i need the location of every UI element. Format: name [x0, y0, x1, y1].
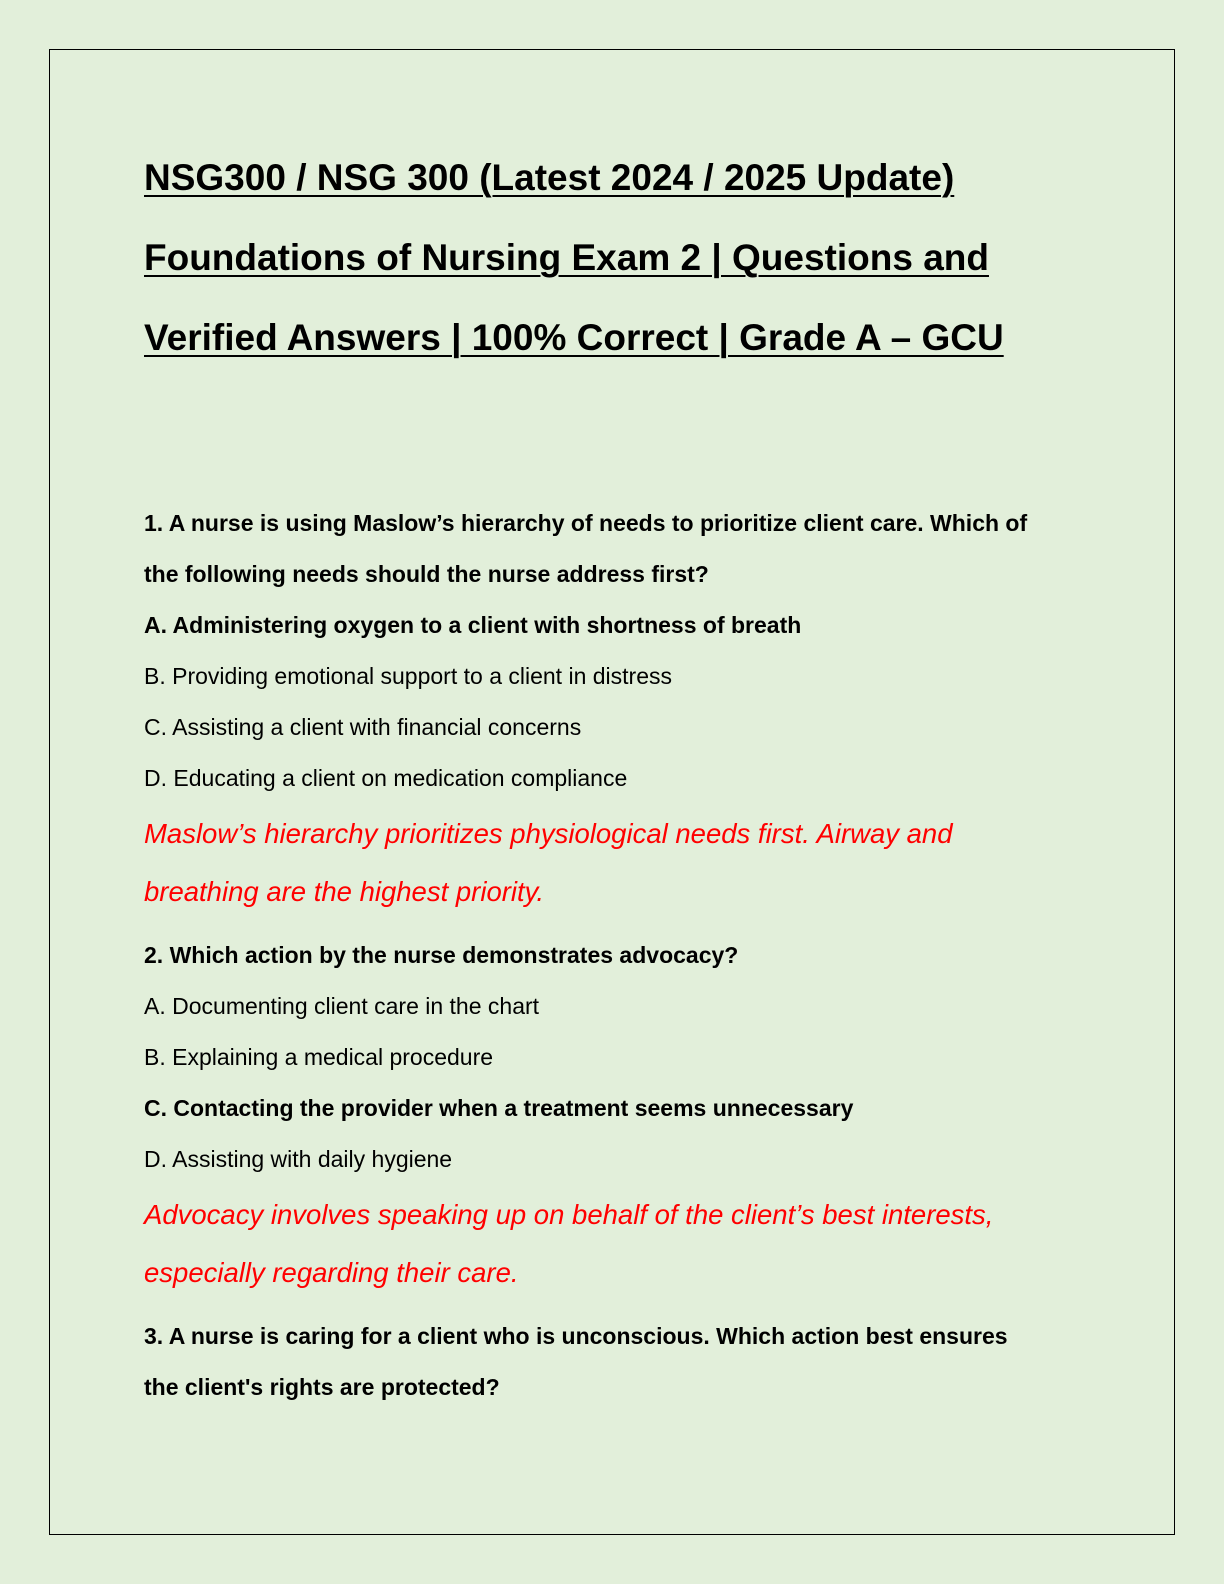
question-1-rationale-line-2: breathing are the highest priority.	[144, 876, 544, 907]
question-2-option-d: D. Assisting with daily hygiene	[144, 1146, 453, 1172]
question-3	[144, 1311, 1104, 1413]
title-line-2: Foundations of Nursing Exam 2 | Questions and	[144, 237, 989, 278]
question-2-rationale-line-1: Advocacy involves speaking up on behalf of the client’s best interests,	[144, 1199, 994, 1230]
question-1-option-b: B. Providing emotional support to a client in distress	[144, 663, 672, 689]
question-2-rationale-line-2: especially regarding their care.	[144, 1257, 519, 1288]
question-2-option-b: B. Explaining a medical procedure	[144, 1044, 494, 1070]
question-1-rationale-line-1: Maslow’s hierarchy prioritizes physiological needs first. Airway and	[144, 818, 953, 849]
question-2-option-c-correct: C. Contacting the provider when a treatment seems unnecessary	[144, 1095, 854, 1121]
title-line-3: Verified Answers | 100% Correct | Grade A – GCU	[144, 317, 1004, 358]
question-3-stem-line-2: the client's rights are protected?	[144, 1374, 500, 1400]
question-3-stem-line-1: 3. A nurse is caring for a client who is unconscious. Which action best ensures	[144, 1323, 1008, 1349]
document-title	[144, 138, 1104, 378]
question-1	[144, 498, 1104, 921]
title-line-1: NSG300 / NSG 300 (Latest 2024 / 2025 Update)	[144, 157, 955, 198]
question-2	[144, 930, 1104, 1302]
question-2-stem-line-1: 2. Which action by the nurse demonstrates advocacy?	[144, 942, 739, 968]
question-2-option-a: A. Documenting client care in the chart	[144, 993, 540, 1019]
question-1-option-a-correct: A. Administering oxygen to a client with shortness of breath	[144, 612, 802, 638]
questions-section	[144, 498, 1104, 1413]
question-1-stem-line-1: 1. A nurse is using Maslow’s hierarchy of needs to prioritize client care. Which of	[144, 510, 1028, 536]
question-1-stem-line-2: the following needs should the nurse address first?	[144, 561, 709, 587]
question-1-option-d: D. Educating a client on medication compliance	[144, 765, 628, 791]
question-1-option-c: C. Assisting a client with financial concerns	[144, 714, 582, 740]
